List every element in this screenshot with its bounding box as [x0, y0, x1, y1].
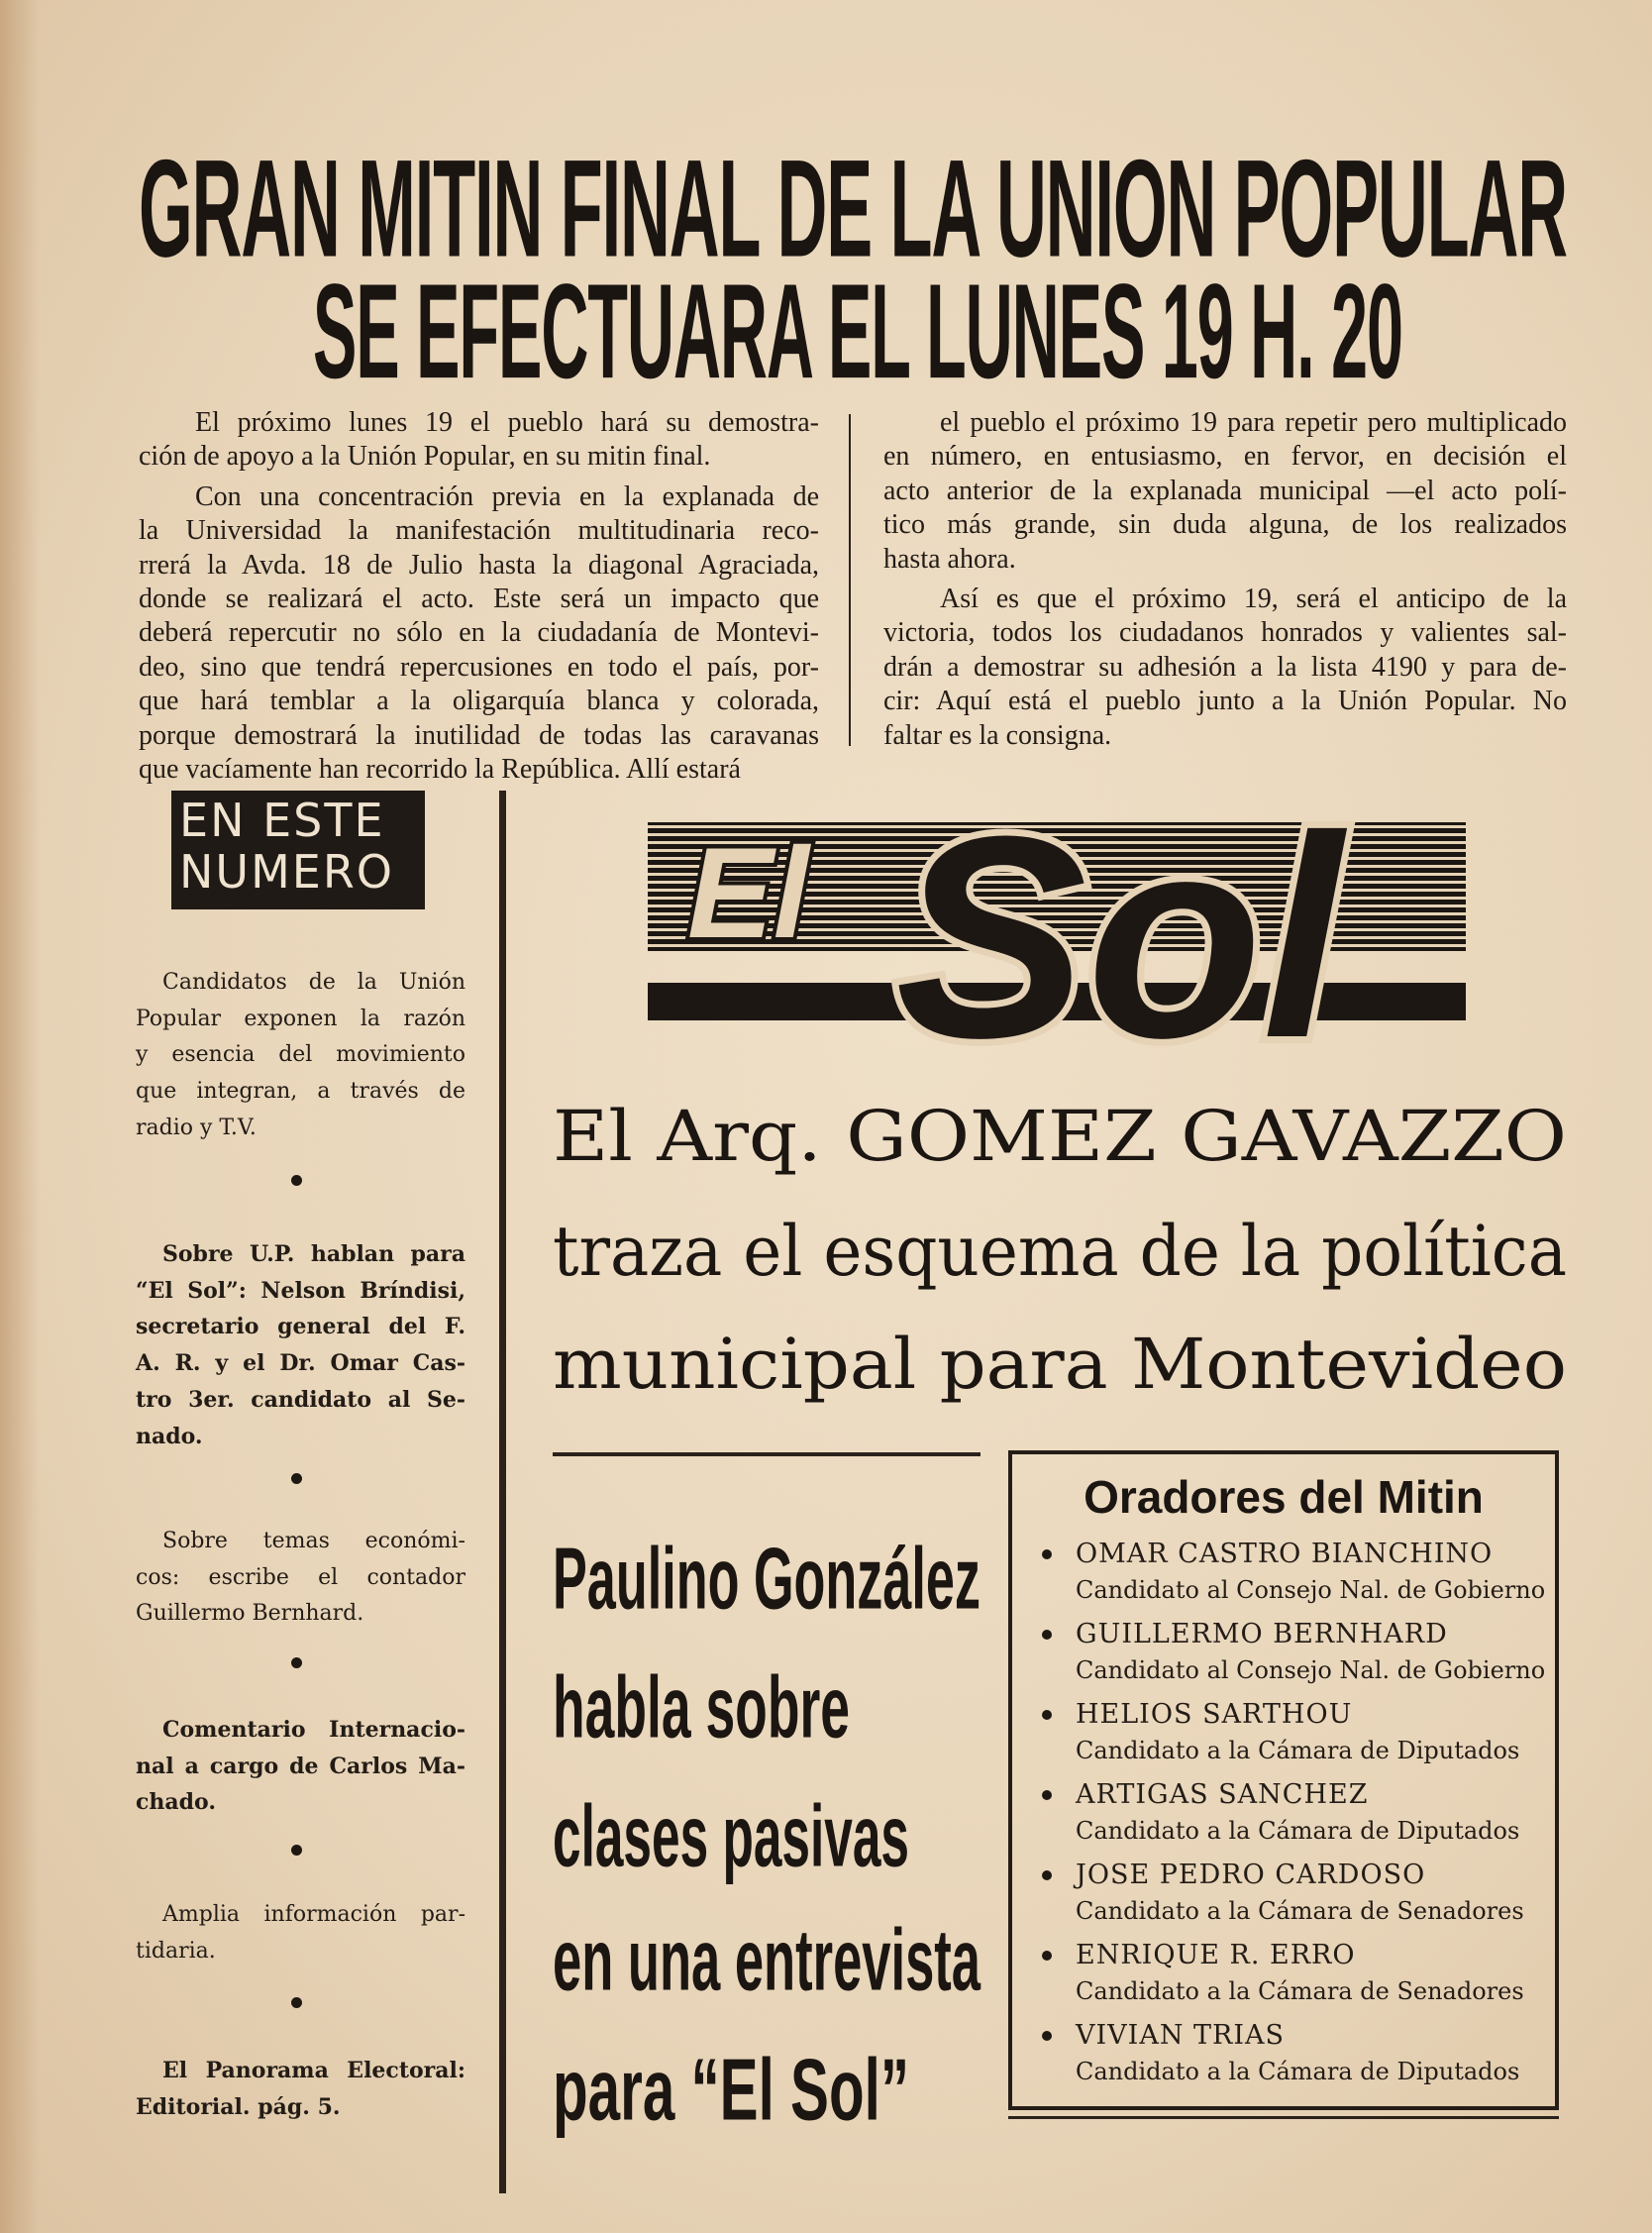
speaker-role: Candidato a la Cámara de Senadores	[1076, 1897, 1524, 1925]
speaker-name: ARTIGAS SANCHEZ	[1076, 1779, 1369, 1810]
article-line: porque demostrará la inutilidad de todas las caravanas	[139, 719, 819, 751]
in-this-issue-line: Candidatos de la Unión	[162, 970, 465, 995]
speaker-item	[1036, 1776, 1519, 1849]
bullet-icon	[1042, 2031, 1052, 2041]
feature-headline-line: El Arq. GOMEZ GAVAZZO	[553, 1096, 1567, 1177]
in-this-issue-line: “El Sol”: Nelson Bríndisi,	[136, 1277, 465, 1304]
interview-headline-line: para “El Sol”	[553, 2041, 909, 2139]
bullet-icon	[1042, 1790, 1052, 1800]
article-line: cir: Aquí está el pueblo junto a la Unión Popular. No	[883, 686, 1567, 717]
bullet-icon	[1042, 1549, 1052, 1559]
in-this-issue-line: radio y T.V.	[136, 1115, 257, 1140]
in-this-issue-title-1: EN ESTE	[179, 794, 385, 847]
in-this-issue-line: Editorial. pág. 5.	[136, 2093, 341, 2120]
article-line: El próximo lunes 19 el pueblo hará su demostra-	[195, 407, 819, 438]
feature-headline-line: municipal para Montevideo	[553, 1324, 1567, 1405]
speaker-name: OMAR CASTRO BIANCHINO	[1076, 1539, 1494, 1569]
headline-line-1: GRAN MITIN FINAL DE LA UNION POPULAR	[139, 130, 1567, 286]
in-this-issue-line: Amplia información par-	[162, 1902, 465, 1927]
speaker-role: Candidato a la Cámara de Senadores	[1076, 1977, 1524, 2005]
in-this-issue-item	[136, 1524, 465, 1633]
speaker-name: HELIOS SARTHOU	[1076, 1699, 1353, 1730]
bullet-icon	[1042, 1951, 1052, 1961]
speaker-role: Candidato al Consejo Nal. de Gobierno	[1076, 1656, 1546, 1684]
logo-sol: Sol	[895, 789, 1343, 1058]
lead-article-left-column	[139, 406, 819, 787]
logo-el: El	[687, 820, 809, 965]
column-divider	[849, 414, 851, 746]
headline-line-2: SE EFECTUARA EL LUNES 19 H. 20	[313, 255, 1402, 407]
in-this-issue-line: y esencia del movimiento	[136, 1042, 465, 1068]
speaker-role: Candidato a la Cámara de Diputados	[1076, 1737, 1520, 1764]
in-this-issue-line: tro 3er. candidato al Se-	[136, 1386, 465, 1413]
in-this-issue-item	[136, 1236, 465, 1454]
in-this-issue-line: Popular exponen la razón	[136, 1006, 465, 1031]
in-this-issue-line: El Panorama Electoral:	[162, 2058, 465, 2083]
bullet-icon	[1042, 1870, 1052, 1880]
article-line: rrerá la Avda. 18 de Julio hasta la diagonal Agraciada,	[139, 549, 819, 581]
in-this-issue-title-2: NUMERO	[179, 845, 395, 899]
speaker-item	[1036, 1696, 1519, 1768]
article-line: ción de apoyo a la Unión Popular, en su mitin final.	[139, 441, 711, 473]
page-edge-shadow	[0, 0, 40, 2233]
speaker-name: GUILLERMO BERNHARD	[1076, 1619, 1448, 1649]
speaker-name: ENRIQUE R. ERRO	[1076, 1940, 1356, 1970]
bullet-icon	[1042, 1710, 1052, 1720]
article-line: drán a demostrar su adhesión a la lista 4190 y para de-	[883, 651, 1567, 683]
bullet-separator-icon	[291, 1473, 302, 1484]
in-this-issue-item	[136, 1897, 465, 1969]
article-line: en número, en entusiasmo, en fervor, en decisión el	[883, 441, 1567, 473]
in-this-issue-line: Comentario Internacio-	[162, 1717, 465, 1743]
in-this-issue-line: nal a cargo de Carlos Ma-	[136, 1753, 465, 1779]
speaker-role: Candidato al Consejo Nal. de Gobierno	[1076, 1576, 1546, 1604]
feature-headline-line: traza el esquema de la política	[553, 1211, 1567, 1292]
interview-headline-line: en una entrevista	[553, 1911, 981, 2009]
bullet-icon	[1042, 1630, 1052, 1640]
article-line: el pueblo el próximo 19 para repetir pero multiplicado	[940, 407, 1567, 438]
article-line: deberá repercutir no sólo en la ciudadanía de Montevi-	[139, 617, 819, 649]
in-this-issue-item	[136, 2053, 465, 2125]
speakers-box	[1008, 1450, 1559, 2110]
article-line: que vacíamente han recorrido la República. Allí estará	[139, 754, 741, 786]
in-this-issue-line: secretario general del F.	[136, 1314, 465, 1340]
article-line: hasta ahora.	[883, 543, 1016, 575]
speaker-name: VIVIAN TRIAS	[1076, 2020, 1286, 2051]
article-line: deo, sino que tendrá repercusiones en todo el país, por-	[139, 651, 819, 683]
speakers-box-double-rule	[1008, 2116, 1559, 2119]
in-this-issue-line: Sobre temas económi-	[162, 1529, 465, 1553]
article-line: acto anterior de la explanada municipal —el acto polí-	[883, 475, 1567, 506]
article-line: tico más grande, sin duda alguna, de los realizados	[883, 509, 1567, 541]
speakers-title: Oradores del Mitin	[1084, 1471, 1484, 1523]
in-this-issue-item	[136, 1712, 465, 1821]
in-this-issue-box	[171, 791, 425, 909]
speaker-item	[1036, 1857, 1524, 1929]
article-line: faltar es la consigna.	[883, 719, 1112, 751]
in-this-issue-line: cos: escribe el contador	[136, 1564, 465, 1590]
speaker-name: JOSE PEDRO CARDOSO	[1076, 1860, 1426, 1890]
bullet-separator-icon	[291, 1175, 302, 1186]
article-line: victoria, todos los ciudadanos honrados y valientes sal-	[883, 617, 1567, 649]
in-this-issue-line: que integran, a través de	[136, 1079, 465, 1105]
speaker-item	[1036, 1937, 1524, 2009]
interview-headline-line: clases pasivas	[553, 1787, 909, 1885]
el-sol-logo	[648, 789, 1470, 1058]
speaker-item	[1036, 1536, 1545, 1608]
in-this-issue-line: tidaria.	[136, 1938, 216, 1964]
in-this-issue-line: A. R. y el Dr. Omar Cas-	[136, 1350, 465, 1377]
bullet-separator-icon	[291, 1657, 302, 1668]
interview-headline-line: habla sobre	[553, 1658, 850, 1756]
bullet-separator-icon	[291, 1997, 302, 2008]
article-line: Con una concentración previa en la explanada de	[195, 480, 819, 512]
bullet-separator-icon	[291, 1845, 302, 1856]
in-this-issue-line: Sobre U.P. hablan para	[162, 1241, 465, 1267]
speaker-item	[1036, 2017, 1519, 2089]
in-this-issue-line: chado.	[136, 1789, 216, 1816]
headline-line-2-wrap	[313, 255, 1402, 407]
lead-article-right-column	[883, 406, 1567, 753]
feature-rule	[553, 1452, 981, 1456]
speaker-role: Candidato a la Cámara de Diputados	[1076, 1817, 1520, 1845]
vertical-rule	[499, 791, 506, 2193]
article-line: Así es que el próximo 19, será el anticipo de la	[940, 584, 1567, 615]
in-this-issue-item	[136, 965, 465, 1147]
in-this-issue-line: nado.	[136, 1423, 203, 1449]
speaker-role: Candidato a la Cámara de Diputados	[1076, 2058, 1520, 2085]
interview-headline-line: Paulino González	[553, 1530, 981, 1628]
headline-line-1-wrap	[139, 130, 1567, 286]
article-line: la Universidad la manifestación multitudinaria reco-	[139, 515, 819, 547]
in-this-issue-line: Guillermo Bernhard.	[136, 1601, 364, 1627]
speaker-item	[1036, 1616, 1545, 1688]
article-line: donde se realizará el acto. Este será un impacto que	[139, 584, 819, 615]
article-line: que hará temblar a la oligarquía blanca y colorada,	[139, 686, 819, 717]
